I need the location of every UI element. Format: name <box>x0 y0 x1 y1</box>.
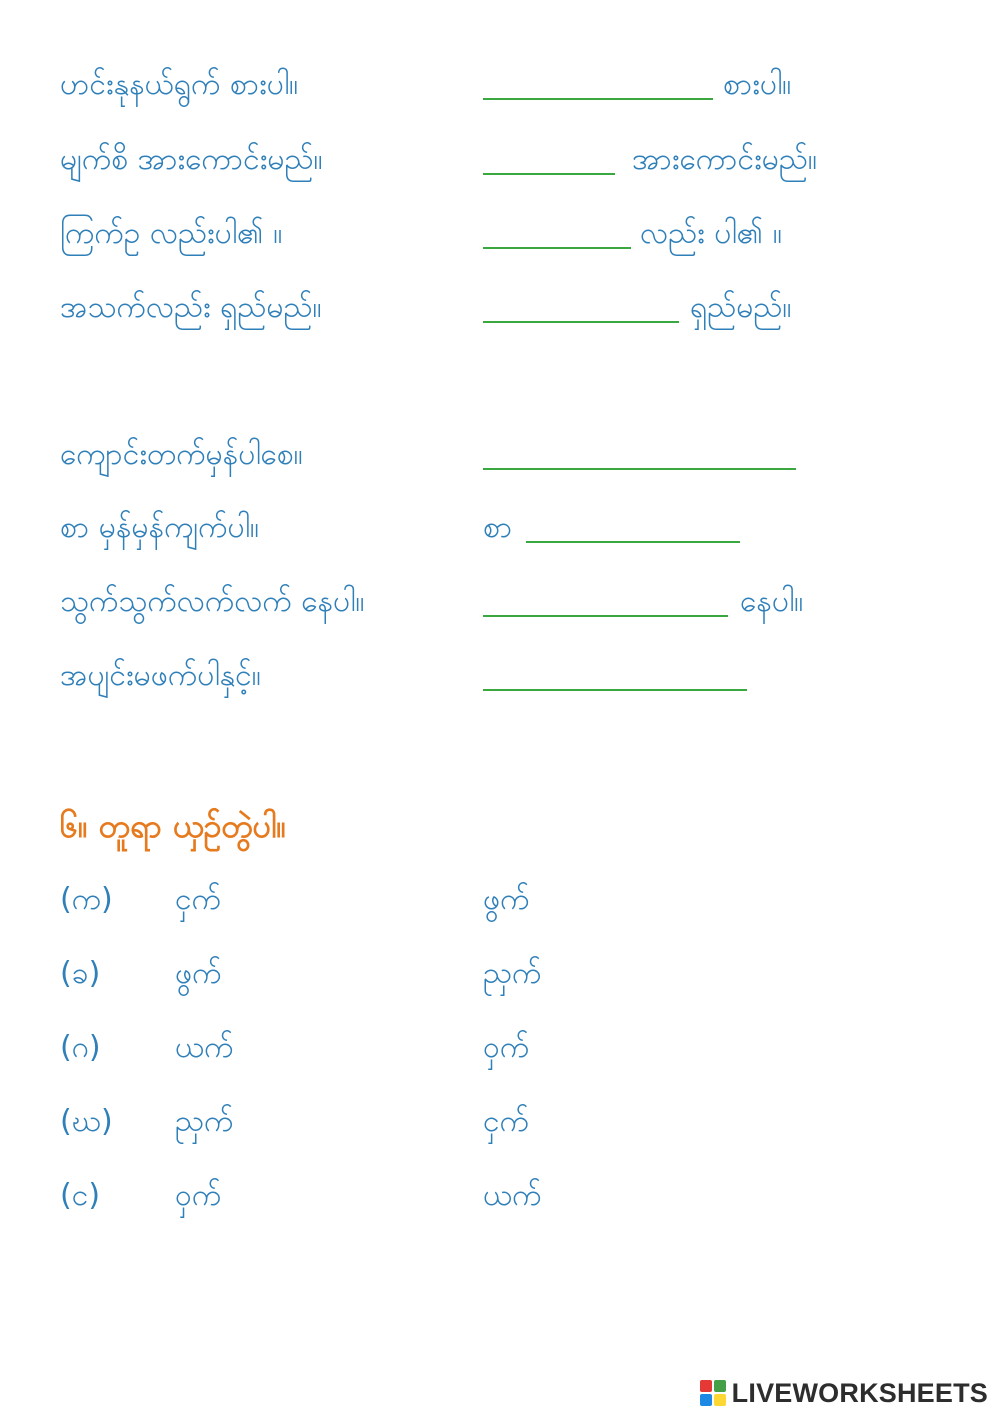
blank-input-7[interactable] <box>483 615 728 617</box>
match-right-3[interactable]: ဝှက် <box>483 1030 530 1065</box>
match-left-4[interactable]: ညှက် <box>175 1104 234 1139</box>
section-heading: ၆။ တူရာ ယှဉ်တွဲပါ။ <box>60 807 287 845</box>
sentence-8-left: အပျင်းမဖက်ပါနှင့်။ <box>60 658 261 693</box>
sentence-1-left: ဟင်းနုနယ်ရွက် စားပါ။ <box>60 67 299 102</box>
sentence-7-right: နေပါ။ <box>740 584 804 619</box>
blank-input-1[interactable] <box>483 98 713 100</box>
match-left-5[interactable]: ဝှက် <box>175 1178 222 1213</box>
match-label-4: (ဃ) <box>60 1104 113 1139</box>
sentence-4-right: ရှည်မည်။ <box>690 290 792 325</box>
logo-square-e <box>714 1394 726 1406</box>
blank-input-8[interactable] <box>483 689 747 691</box>
match-left-2[interactable]: ဖွက် <box>175 956 222 991</box>
match-right-1[interactable]: ဖွက် <box>483 882 530 917</box>
blank-input-4[interactable] <box>483 321 679 323</box>
blank-input-6[interactable] <box>526 541 740 543</box>
sentence-6-left: စာ မှန်မှန်ကျက်ပါ။ <box>60 510 259 545</box>
sentence-1-right: စားပါ။ <box>723 67 792 102</box>
sentence-6-prefix: စာ <box>483 510 513 545</box>
match-right-2[interactable]: ညှက် <box>483 956 542 991</box>
blank-input-5[interactable] <box>483 468 796 470</box>
blank-input-3[interactable] <box>483 247 631 249</box>
logo-mark-icon <box>700 1380 726 1406</box>
match-label-2: (ခ) <box>60 956 101 991</box>
match-right-4[interactable]: ငှက် <box>483 1104 529 1139</box>
sentence-7-left: သွက်သွက်လက်လက် နေပါ။ <box>60 584 365 619</box>
logo-square-i <box>714 1380 726 1392</box>
sentence-4-left: အသက်လည်း ရှည်မည်။ <box>60 290 322 325</box>
sentence-3-left: ကြက်ဥ လည်းပါ၏ ။ <box>60 216 283 251</box>
logo-text: LIVEWORKSHEETS <box>731 1377 988 1408</box>
match-left-1[interactable]: ငှက် <box>175 882 221 917</box>
sentence-3-right: လည်း ပါ၏ ။ <box>640 216 782 251</box>
match-label-5: (င) <box>60 1178 101 1213</box>
logo-square-l <box>700 1380 712 1392</box>
liveworksheets-logo[interactable] <box>700 1376 988 1410</box>
match-right-5[interactable]: ယက် <box>483 1178 542 1213</box>
sentence-2-left: မျက်စိ အားကောင်းမည်။ <box>60 142 323 177</box>
match-label-3: (ဂ) <box>60 1030 101 1065</box>
match-left-3[interactable]: ယက် <box>175 1030 234 1065</box>
sentence-2-right: အားကောင်းမည်။ <box>632 142 817 177</box>
sentence-5-left: ကျောင်းတက်မှန်ပါစေ။ <box>60 437 303 472</box>
match-label-1: (က) <box>60 882 113 917</box>
logo-square-v <box>700 1394 712 1406</box>
blank-input-2[interactable] <box>483 173 615 175</box>
